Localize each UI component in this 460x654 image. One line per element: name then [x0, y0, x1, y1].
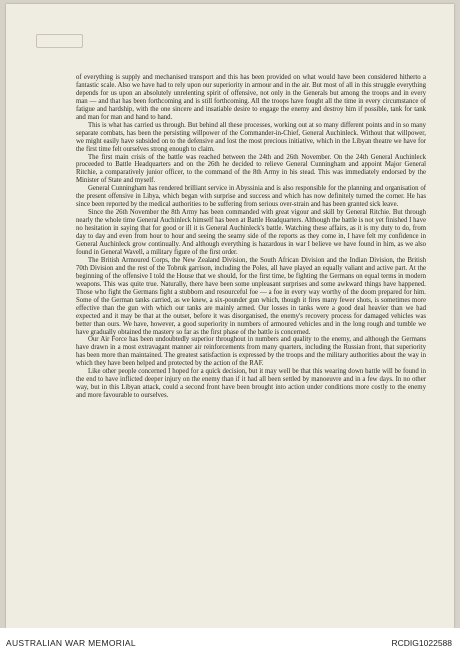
paragraph: This is what has carried us through. But behind all these processes, working out at so many different points and in so many separate combats, has been the persisting willpower of the Commander-in-Chief, General Auchinleck. Without that willpower, we might easily have subsided on to the defensive and lost the most precious initiative, which in the Libyan theatre we have for the first time felt ourselves strong enough to claim.: [76, 121, 426, 153]
document-body: [76, 74, 426, 400]
paragraph: Since the 26th November the 8th Army has been commanded with great vigour and skill by General Ritchie. But through nearly the whole time General Auchinleck himself has been at Battle Headquarters. Although the battle is not yet finished I have no hesitation in saying that for good or ill it is General Auchinleck's battle. Watching these affairs, as it is my duty to do, from day to day and even from hour to hour and seeing the seamy side of the reports as they come in, I have felt my confidence in General Auchinleck grow continually. And although everything is hazardous in war I believe we have found in him, as we also found in General Wavell, a military figure of the first order.: [76, 209, 426, 256]
institution-label: AUSTRALIAN WAR MEMORIAL: [6, 638, 136, 648]
document-page: [6, 4, 454, 628]
record-id-label: RCDIG1022588: [391, 638, 452, 648]
faint-stamp-mark: [36, 34, 83, 48]
paragraph: Our Air Force has been undoubtedly superior throughout in numbers and quality to the enemy, and although the Germans have drawn in a most extravagant manner air reinforcements from many quarters, including the Russian front, that superiority has been more than maintained. The greatest satisfaction is expressed by the troops and the military authorities about the way in which they have been helped and protected by the action of the RAF.: [76, 336, 426, 368]
paragraph: The first main crisis of the battle was reached between the 24th and 26th November. On the 24th General Auchinleck proceeded to Battle Headquarters and on the 26th he decided to relieve General Cunningham and appoint Major General Ritchie, a comparatively junior officer, to the command of the 8th Army in his stead. This was immediately endorsed by the Minister of State and myself.: [76, 153, 426, 185]
paragraph: The British Armoured Corps, the New Zealand Division, the South African Division and the Indian Division, the British 70th Division and the rest of the Tobruk garrison, including the Poles, all have played an equally valiant and active part. At the beginning of the offensive I told the House that we should, for the first time, be fighting the Germans on equal terms in modern weapons. This was quite true. Naturally, there have been some unpleasant surprises and some awkward things have happened. Those who fight the Germans fight a stubborn and resourceful foe — a foe in every way worthy of the doom prepared for him. Some of the German tanks carried, as we knew, a six-pounder gun which, though it fires many fewer shots, is sometimes more effective than the gun with which our tanks are mainly armed. Our losses in tanks were a good deal heavier than we had expected and it may be that at the outset, before it was disorganised, the enemy's recovery process for damaged vehicles was better than ours. We have, however, a good superiority in numbers of armoured vehicles and in the long rough and tumble we have gradually obtained the mastery so far as the first phase of the battle is concerned.: [76, 256, 426, 336]
paragraph: of everything is supply and mechanised transport and this has been provided on what would have been considered hitherto a fantastic scale. Also we have had to rely upon our superiority in armour and in the air. But most of all in this struggle everything depends for us upon an absolutely unrelenting spirit of offensive, not only in the Generals but among the troops and in every man — and that has been forthcoming and is still forthcoming. All the troops have fought all the time in every circumstance of fatigue and hardship, with the one sincere and insatiable desire to engage the enemy and destroy him if possible, tank for tank and man for man and hand to hand.: [76, 74, 426, 121]
archive-footer: [0, 628, 460, 654]
paragraph: Like other people concerned I hoped for a quick decision, but it may well be that this wearing down battle will be found in the end to have inflicted deeper injury on the enemy than if it had all been settled by manoeuvre and in a few days. In no other way, but in this Libyan attack, could a second front have been brought into action under conditions more costly to the enemy and more favourable to ourselves.: [76, 368, 426, 400]
paragraph: General Cunningham has rendered brilliant service in Abyssinia and is also responsible for the planning and organisation of the present offensive in Libya, which began with surprise and success and which has now definitely turned the corner. He has since been reported by the medical authorities to be suffering from serious over-strain and has been granted sick leave.: [76, 185, 426, 209]
